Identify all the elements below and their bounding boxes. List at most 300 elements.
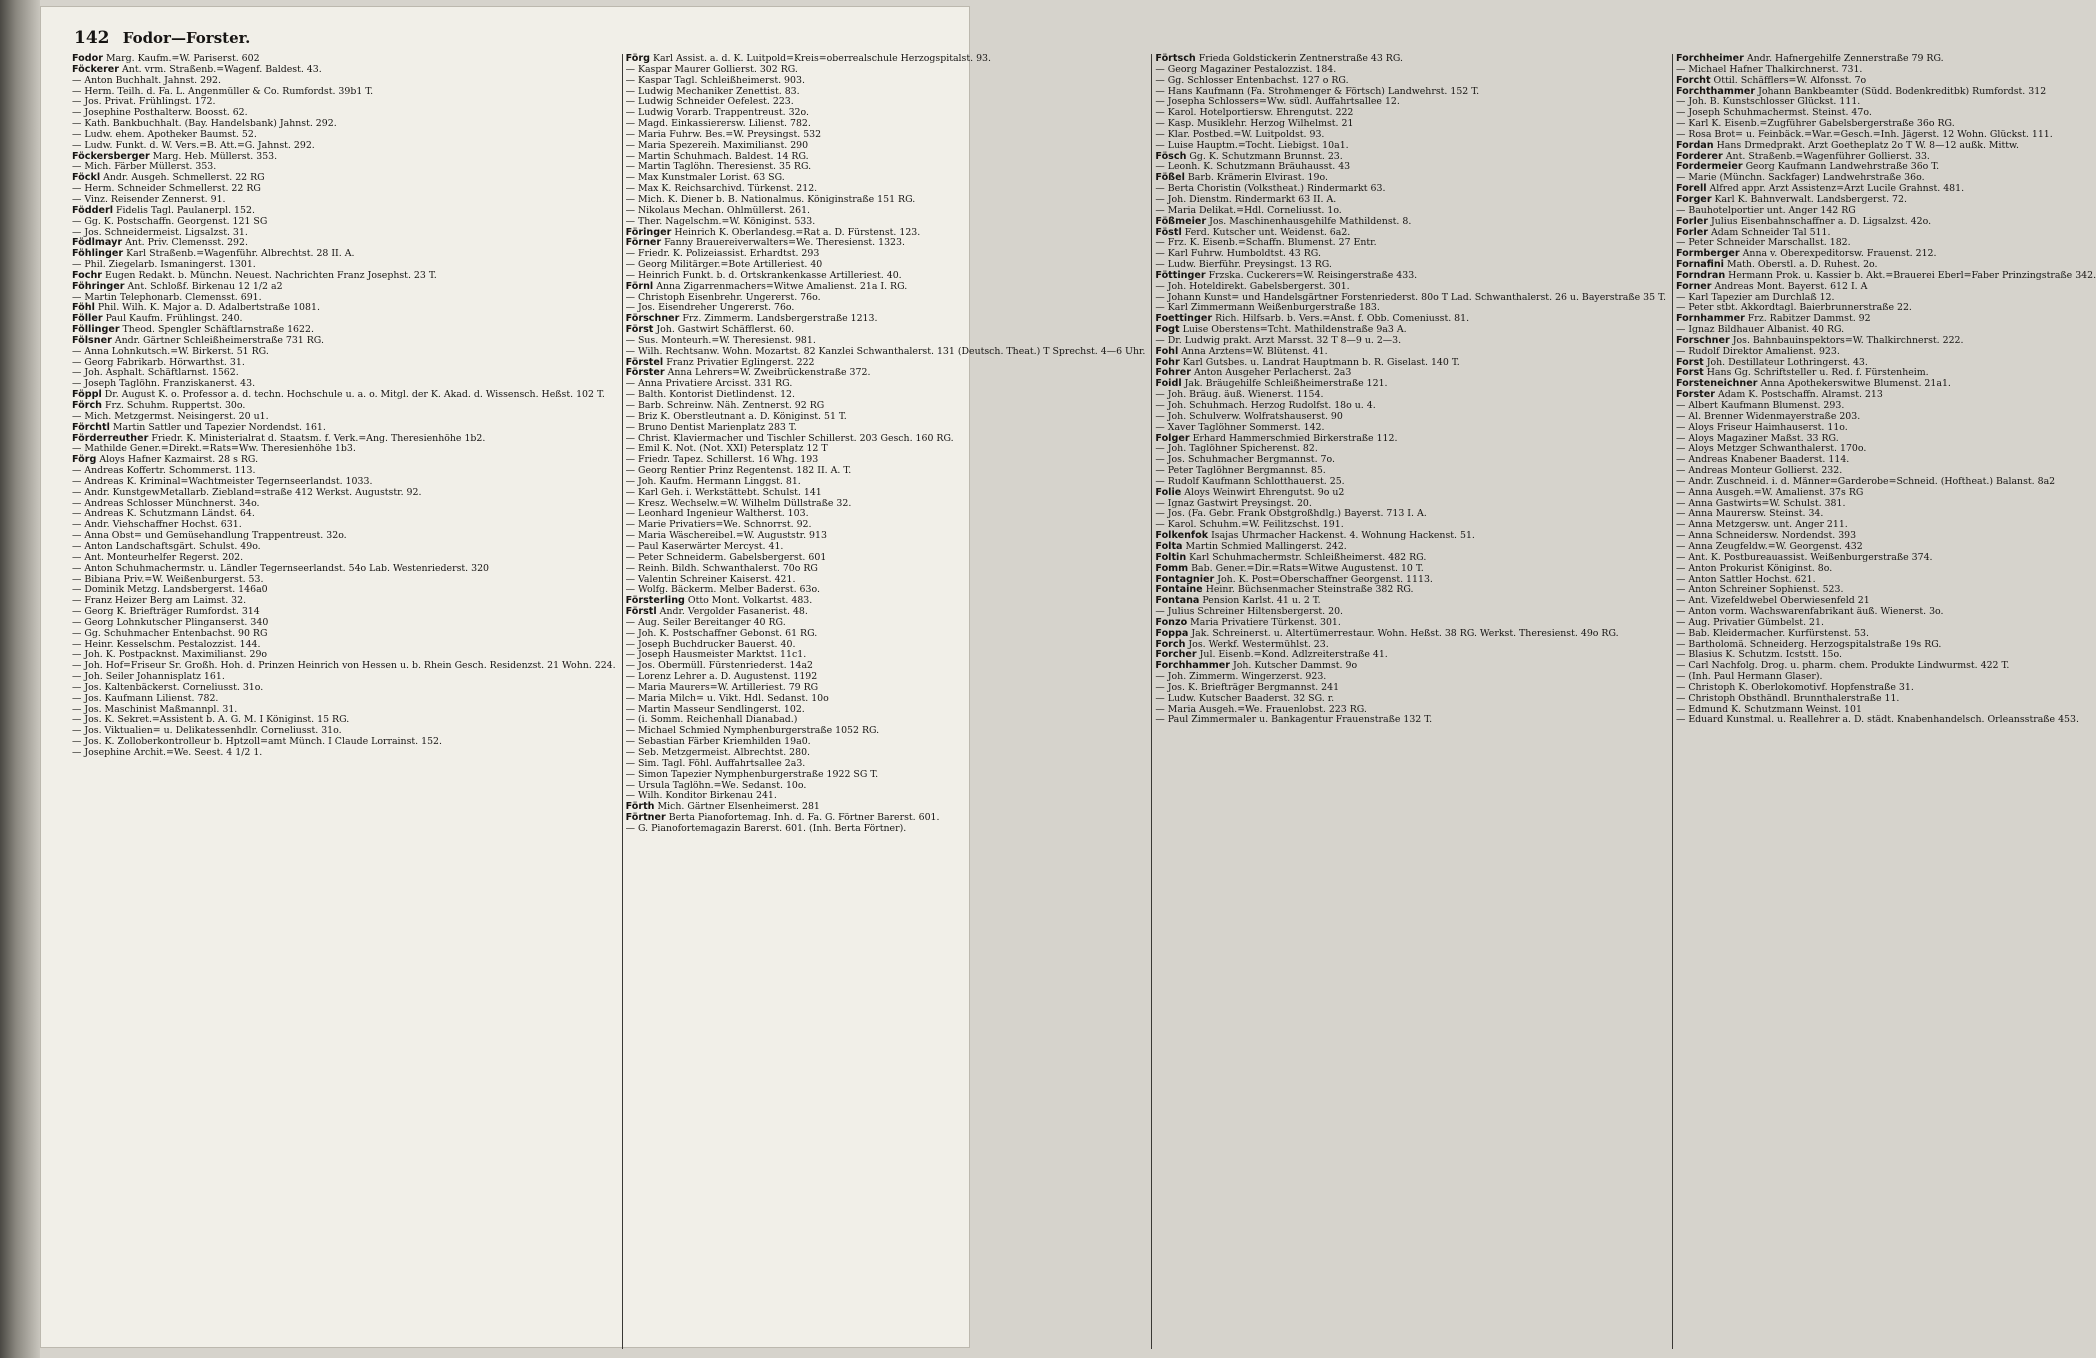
entry-details: Franz Privatier Eglingerst. 222: [666, 356, 815, 368]
book-binding-gutter: [0, 0, 40, 1358]
entry-details: (Inh. Paul Hermann Glaser).: [1688, 671, 1823, 683]
entry-details: Erhard Hammerschmied Birkerstraße 112.: [1192, 432, 1398, 444]
entry-surname: Formberger: [1675, 248, 1740, 260]
entry-details: Joh. Kutscher Dammst. 9o: [1232, 660, 1358, 672]
entry-details: Math. Oberstl. a. D. Ruhest. 2o.: [1726, 259, 1878, 271]
entry-details: Karl Schuhmachermstr. Schleißheimerst. 482 RG.: [1189, 551, 1427, 563]
entry-details: Andreas Knabener Baaderst. 114.: [1688, 454, 1850, 466]
entry-details: Alfred appr. Arzt Assistenz=Arzt Lucile Grahnst. 481.: [1709, 183, 1965, 195]
entry-details: Joh. Taglöhner Spicherenst. 82.: [1167, 443, 1318, 455]
directory-column-1: [72, 54, 616, 1349]
entry-details: Joh. Bräug. äuß. Wienerst. 1154.: [1167, 389, 1324, 401]
entry-details: Ant. Schloßf. Birkenau 12 1/2 a2: [127, 280, 283, 292]
entry-details: Luise Oberstens=Tcht. Mathildenstraße 9a3 A.: [1182, 324, 1407, 336]
entry-details: Karol. Hotelportiersw. Ehrengutst. 222: [1167, 107, 1354, 119]
entry-details: Kaspar Tagl. Schleißheimerst. 903.: [637, 74, 805, 86]
entry-details: Martin Taglöhn. Theresienst. 35 RG.: [637, 161, 812, 173]
entry-surname: Förtsch: [1155, 53, 1196, 64]
entry-details: Jos. K. Sekret.=Assistent b. A. G. M. I Königinst. 15 RG.: [84, 714, 350, 726]
entry-details: Marie (Münchn. Sackfager) Landwehrstraße 36o.: [1688, 172, 1925, 184]
directory-column-2: [622, 54, 1146, 1349]
entry-details: Joseph Buchdrucker Bauerst. 40.: [637, 638, 796, 650]
entry-details: Adam K. Postschaffn. Alramst. 213: [1717, 389, 1883, 401]
entry-details: Joh. Schuhmach. Herzog Rudolfst. 18o u. 4.: [1167, 400, 1376, 411]
entry-details: Anna Obst= und Gemüsehandlung Trappentreust. 32o.: [84, 530, 347, 542]
entry-details: Leonh. K. Schutzmann Bräuhausst. 43: [1167, 161, 1351, 173]
entry-details: Kath. Bankbuchhalt. (Bay. Handelsbank) Jahnst. 292.: [84, 118, 337, 130]
entry-details: Aloys Friseur Haimhauserst. 11o.: [1688, 421, 1848, 433]
entry-details: Karl Geh. i. Werkstättebt. Schulst. 141: [637, 486, 822, 498]
entry-details: Otto Mont. Volkartst. 483.: [687, 595, 813, 607]
entry-details: Karol. Schuhm.=W. Feilitzschst. 191.: [1167, 519, 1344, 531]
entry-details: Ignaz Bildhauer Albanist. 40 RG.: [1688, 324, 1845, 336]
entry-details: Maria Milch= u. Vikt. Hdl. Sedanst. 10o: [637, 692, 829, 704]
entry-details: Theod. Spengler Schäftlarnstraße 1622.: [122, 324, 314, 336]
entry-details: Peter Taglöhner Bergmannst. 85.: [1167, 465, 1326, 477]
entry-details: Anton vorm. Wachswarenfabrikant äuß. Wienerst. 3o.: [1688, 606, 1944, 618]
entry-details: Anton Buchhalt. Jahnst. 292.: [84, 74, 222, 86]
entry-details: Ludwig Schneider Oefelest. 223.: [637, 96, 794, 108]
entry-surname: Födlmayr: [72, 237, 123, 249]
entry-details: Max Kunstmaler Lorist. 63 SG.: [637, 172, 785, 184]
entry-details: Franz Heizer Berg am Laimst. 32.: [84, 595, 247, 607]
entry-details: Max K. Reichsarchivd. Türkenst. 212.: [637, 183, 818, 195]
entry-surname: Forsteneichner: [1675, 378, 1758, 390]
entry-details: Joh. Hof=Friseur Sr. Großh. Hoh. d. Prinzen Heinrich von Hessen u. b. Rhein Gesch. Residenzst. 21 Wohn. 224.: [84, 660, 616, 672]
entry-details: Jos. K. Zolloberkontrolleur b. Hptzoll=amt Münch. I Claude Lorrainst. 152.: [84, 736, 443, 748]
entry-details: Edmund K. Schutzmann Weinst. 101: [1688, 703, 1862, 715]
entry-surname: Föttinger: [1155, 269, 1206, 281]
entry-details: Georg Rentier Prinz Regentenst. 182 II. A. T.: [637, 465, 852, 477]
entry-details: Gg. K. Postschaffn. Georgenst. 121 SG: [84, 215, 268, 227]
entry-details: Georg K. Briefträger Rumfordst. 314: [84, 606, 260, 618]
entry-surname: Forler: [1675, 226, 1708, 238]
entry-details: Karl Assist. a. d. K. Luitpold=Kreis=oberrealschule Herzogspitalst. 93.: [652, 53, 991, 64]
entry-surname: Foettinger: [1155, 313, 1213, 325]
entry-details: Mich. Färber Müllerst. 353.: [84, 161, 217, 173]
entry-surname: Fordan: [1675, 139, 1714, 151]
page-number: 142: [74, 28, 110, 48]
entry-details: Josepha Schlossers=Ww. südl. Auffahrtsallee 12.: [1167, 96, 1400, 108]
entry-details: Wilh. Konditor Birkenau 241.: [637, 790, 777, 802]
entry-surname: Forler: [1675, 215, 1708, 227]
entry-surname: Folta: [1155, 540, 1183, 552]
entry-details: Eugen Redakt. b. Münchn. Neuest. Nachrichten Franz Josephst. 23 T.: [105, 269, 437, 281]
entry-details: Maria Spezereih. Maximilianst. 290: [637, 139, 809, 151]
entry-details: Jos. Kaltenbäckerst. Corneliusst. 31o.: [84, 681, 264, 693]
entry-details: Heinrich Funkt. b. d. Ortskrankenkasse Artilleriest. 40.: [637, 269, 902, 281]
entry-details: Anton Sattler Hochst. 621.: [1688, 573, 1816, 585]
entry-surname: Fornhammer: [1675, 313, 1745, 325]
page-range-title: Fodor—Forster.: [122, 29, 251, 47]
entry-details: Joh. K. Postschaffner Gebonst. 61 RG.: [637, 627, 818, 639]
entry-details: Ludwig Vorarb. Trappentreust. 32o.: [637, 107, 809, 119]
directory-entry: [1676, 715, 2096, 726]
entry-surname: Forchthammer: [1675, 85, 1756, 97]
entry-details: Bruno Dentist Marienplatz 283 T.: [637, 421, 797, 433]
entry-details: Ant. vrm. Straßenb.=Wagenf. Baldest. 43.: [122, 63, 322, 75]
entry-details: Barb. Schreinw. Näh. Zentnerst. 92 RG: [637, 400, 825, 411]
entry-details: Hans Kaufmann (Fa. Strohmenger & Förtsch) Landwehrst. 152 T.: [1167, 85, 1480, 97]
entry-details: Anna Lehrers=W. Zweibrückenstraße 372.: [667, 367, 871, 379]
entry-surname: Folkenfok: [1155, 530, 1209, 542]
entry-surname: Förg: [72, 454, 97, 466]
entry-surname: Forell: [1675, 183, 1707, 195]
entry-surname: Föhringer: [72, 280, 125, 292]
entry-details: Dr. August K. o. Professor a. d. techn. Hochschule u. a. o. Mitgl. der K. Akad. d. Wissensch. Heßst. 102 T.: [104, 389, 605, 401]
entry-surname: Forcht: [1675, 74, 1711, 86]
entry-details: Aloys Magaziner Maßst. 33 RG.: [1688, 432, 1839, 444]
entry-details: Rosa Brot= u. Feinbäck.=War.=Gesch.=Inh. Jägerst. 12 Wohn. Glückst. 111.: [1688, 128, 2053, 140]
entry-details: Georg Magaziner Pestalozzist. 184.: [1167, 63, 1337, 75]
entry-details: Joh. K. Postpacknst. Maximilianst. 29o: [84, 649, 268, 661]
entry-details: Leonhard Ingenieur Waltherst. 103.: [637, 508, 809, 520]
entry-surname: Fontagnier: [1155, 573, 1215, 585]
entry-details: Karl Gutsbes. u. Landrat Hauptmann b. R. Giselast. 140 T.: [1182, 356, 1460, 368]
directory-column-3: [1151, 54, 1666, 1349]
entry-details: Anna Lohnkutsch.=W. Birkerst. 51 RG.: [84, 345, 269, 357]
entry-details: Johann Bankbeamter (Südd. Bodenkreditbk) Rumfordst. 312: [1758, 85, 2047, 97]
entry-details: Maria Wäschereibel.=W. Auguststr. 913: [637, 530, 827, 542]
entry-details: Joseph Schuhmachermst. Steinst. 47o.: [1688, 107, 1872, 119]
entry-details: Ludw. Bierführ. Preysingst. 13 RG.: [1167, 259, 1332, 271]
entry-details: Herm. Schneider Schmellerst. 22 RG: [84, 183, 261, 195]
entry-details: Karl Tapezier am Durchlaß 12.: [1688, 291, 1835, 303]
entry-surname: Forst: [1675, 367, 1704, 379]
entry-surname: Fochr: [72, 269, 103, 281]
entry-surname: Fomm: [1155, 562, 1189, 574]
entry-details: Anna Zeugfeldw.=W. Georgenst. 432: [1688, 540, 1863, 552]
entry-details: Martin Telephonarb. Clemensst. 691.: [84, 291, 262, 303]
entry-details: Anton Landschaftsgärt. Schulst. 49o.: [84, 540, 261, 552]
entry-surname: Föppl: [72, 389, 102, 401]
entry-surname: Foltin: [1155, 551, 1187, 563]
entry-surname: Forch: [1155, 638, 1186, 650]
entry-details: Marg. Kaufm.=W. Pariserst. 602: [105, 53, 260, 64]
entry-details: Lorenz Lehrer a. D. Augustenst. 1192: [637, 671, 818, 683]
entry-details: Anna Zigarrenmachers=Witwe Amalienst. 21a I. RG.: [656, 280, 908, 292]
entry-details: Anna Ausgeh.=W. Amalienst. 37s RG: [1688, 486, 1864, 498]
entry-details: Jak. Schreinerst. u. Altertümerrestaur. Wohn. Heßst. 38 RG. Werkst. Theresienst. 49o RG.: [1191, 627, 1619, 639]
entry-details: Jos. Maschinist Maßmannpl. 31.: [84, 703, 238, 715]
entry-details: Michael Hafner Thalkirchnerst. 731.: [1688, 63, 1863, 75]
entry-details: Julius Eisenbahnschaffner a. D. Ligsalzst. 42o.: [1710, 215, 1932, 227]
entry-surname: Forschner: [1675, 334, 1730, 346]
entry-details: Ludw. Funkt. d. W. Vers.=B. Att.=G. Jahnst. 292.: [84, 139, 315, 151]
entry-details: Joh. Hoteldirekt. Gabelsbergerst. 301.: [1167, 280, 1350, 292]
entry-details: Aloys Hafner Kazmairst. 28 s RG.: [99, 454, 259, 466]
directory-entry: [72, 748, 616, 759]
entry-surname: Föckersberger: [72, 150, 150, 162]
entry-details: Andreas K. Kriminal=Wachtmeister Tegernseerlandst. 1033.: [84, 475, 373, 487]
entry-details: Mich. K. Diener b. B. Nationalmus. Königinstraße 151 RG.: [637, 193, 916, 205]
entry-details: Ther. Nagelschm.=W. Königinst. 533.: [637, 215, 816, 227]
entry-details: Christoph K. Oberlokomotivf. Hopfenstraße 31.: [1688, 681, 1914, 693]
entry-details: Ant. K. Postbureauassist. Weißenburgerstraße 374.: [1688, 551, 1933, 563]
entry-details: Marg. Heb. Müllerst. 353.: [152, 150, 278, 162]
entry-surname: Fohrer: [1155, 367, 1191, 379]
entry-details: Karl Zimmermann Weißenburgerstraße 183.: [1167, 302, 1380, 314]
entry-details: Bibiana Priv.=W. Weißenburgerst. 53.: [84, 573, 264, 585]
entry-details: Karl Fuhrw. Humboldtst. 43 RG.: [1167, 248, 1321, 260]
entry-surname: Föringer: [625, 226, 672, 238]
entry-surname: Föckerer: [72, 63, 120, 75]
entry-details: Jos. (Fa. Gebr. Frank Obstgroßhdlg.) Bayerst. 713 I. A.: [1167, 508, 1427, 520]
entry-details: Jos. Privat. Frühlingst. 172.: [84, 96, 216, 108]
entry-details: Aug. Seiler Bereitanger 40 RG.: [637, 616, 786, 628]
entry-details: Isajas Uhrmacher Hackenst. 4. Wohnung Hackenst. 51.: [1211, 530, 1475, 542]
entry-details: Berta Pianofortemag. Inh. d. Fa. G. Förtner Barerst. 601.: [668, 812, 940, 824]
entry-details: Jos. Schuhmacher Bergmannst. 7o.: [1167, 454, 1335, 466]
entry-details: Peter Schneider Marschallst. 182.: [1688, 237, 1851, 249]
entry-details: Julius Schreiner Hiltensbergerst. 20.: [1167, 606, 1344, 618]
entry-details: Dominik Metzg. Landsbergerst. 146a0: [84, 584, 268, 596]
entry-details: Anna Privatiere Arcisst. 331 RG.: [637, 378, 793, 390]
entry-details: Martin Schmied Mallingerst. 242.: [1185, 540, 1347, 552]
entry-details: Maria Fuhrw. Bes.=W. Preysingst. 532: [637, 128, 822, 140]
entry-details: Joh. Asphalt. Schäftlarnst. 1562.: [84, 367, 239, 379]
entry-details: Wilh. Rechtsanw. Wohn. Mozartst. 82 Kanzlei Schwanthalerst. 131 (Deutsch. Theat.) T Sprechst. 4—6 Uhr.: [637, 345, 1146, 357]
entry-details: Eduard Kunstmal. u. Reallehrer a. D. städt. Knabenhandelsch. Orleansstraße 453.: [1688, 714, 2079, 726]
entry-details: Jul. Eisenb.=Kond. Adlzreiterstraße 41.: [1199, 649, 1388, 661]
entry-surname: Fölsner: [72, 334, 112, 346]
entry-details: Frz. Rabitzer Dammst. 92: [1747, 313, 1871, 325]
entry-details: Paul Kaufm. Frühlingst. 240.: [105, 313, 243, 325]
entry-details: Barb. Krämerin Elvirast. 19o.: [1187, 172, 1328, 184]
entry-details: Anna Arztens=W. Blütenst. 41.: [1181, 345, 1328, 357]
entry-details: Anna Apothekerswitwe Blumenst. 21a1.: [1760, 378, 1951, 390]
entry-details: Karl Straßenb.=Wagenführ. Albrechtst. 28 II. A.: [126, 248, 355, 260]
entry-details: Josephine Posthalterw. Boosst. 62.: [84, 107, 248, 119]
entry-details: Joseph Hausmeister Marktst. 11c1.: [637, 649, 807, 661]
entry-details: Magd. Einkassierersw. Lilienst. 782.: [637, 118, 811, 130]
entry-details: Aloys Metzger Schwanthalerst. 170o.: [1688, 443, 1867, 455]
entry-surname: Föhlinger: [72, 248, 124, 260]
entry-details: Jos. Obermüll. Fürstenriederst. 14a2: [637, 660, 814, 672]
entry-surname: Förner: [625, 237, 662, 249]
entry-details: Ursula Taglöhn.=We. Sedanst. 10o.: [637, 779, 807, 791]
entry-surname: Förch: [72, 400, 103, 411]
entry-details: Martin Schuhmach. Baldest. 14 RG.: [637, 150, 809, 162]
entry-details: Frieda Goldstickerin Zentnerstraße 43 RG.: [1198, 53, 1403, 64]
entry-details: G. Pianofortemagazin Barerst. 601. (Inh. Berta Förtner).: [637, 822, 907, 834]
entry-details: Kresz. Wechselw.=W. Wilhelm Düllstraße 32.: [637, 497, 852, 509]
entry-details: Aug. Privatier Gümbelst. 21.: [1688, 616, 1824, 628]
entry-details: Gg. K. Schutzmann Brunnst. 23.: [1189, 150, 1343, 162]
entry-details: Bab. Gener.=Dir.=Rats=Witwe Augustenst. 10 T.: [1191, 562, 1424, 574]
entry-details: Andreas Mont. Bayerst. 612 I. A: [1714, 280, 1868, 292]
entry-surname: Fontaine: [1155, 584, 1203, 596]
entry-surname: Forster: [1675, 389, 1715, 401]
entry-details: Andr. KunstgewMetallarb. Ziebland=straße 412 Werkst. Auguststr. 92.: [84, 486, 422, 498]
entry-details: Friedr. Tapez. Schillerst. 16 Whg. 193: [637, 454, 819, 466]
entry-surname: Fonzo: [1155, 616, 1188, 628]
entry-details: Herm. Teilh. d. Fa. L. Angenmüller & Co. Rumfordst. 39b1 T.: [84, 85, 374, 97]
entry-details: Gg. Schuhmacher Entenbachst. 90 RG: [84, 627, 268, 639]
entry-details: Fidelis Tagl. Paulanerpl. 152.: [116, 204, 255, 216]
entry-details: Anton Prokurist Königinst. 8o.: [1688, 562, 1833, 574]
entry-details: Anna Schneidersw. Nordendst. 393: [1688, 530, 1857, 542]
entry-details: Gg. Schlosser Entenbachst. 127 o RG.: [1167, 74, 1349, 86]
entry-details: Andr. Gärtner Schleißheimerstraße 731 RG.: [114, 334, 324, 346]
entry-details: Joh. Gastwirt Schäfflerst. 60.: [656, 324, 795, 336]
entry-details: Peter Schneiderm. Gabelsbergerst. 601: [637, 551, 827, 563]
entry-details: Maria Privatiere Türkenst. 301.: [1190, 616, 1341, 628]
entry-details: Anton Schreiner Sophienst. 523.: [1688, 584, 1844, 596]
entry-surname: Forger: [1675, 193, 1712, 205]
entry-details: Christoph Obsthändl. Brunnthalerstraße 11.: [1688, 692, 1900, 704]
entry-details: Friedr. K. Polizeiassist. Erhardtst. 293: [637, 248, 820, 260]
entry-surname: Foppa: [1155, 627, 1189, 639]
entry-surname: Fontana: [1155, 595, 1200, 607]
entry-details: Rich. Hilfsarb. b. Vers.=Anst. f. Obb. Comeniusst. 81.: [1215, 313, 1470, 325]
entry-details: Hermann Prok. u. Kassier b. Akt.=Brauerei Eberl=Faber Prinzingstraße 342.: [1728, 269, 2096, 281]
entry-surname: Föllinger: [72, 324, 120, 336]
entry-details: Andr. Hafnergehilfe Zennerstraße 79 RG.: [1746, 53, 1944, 64]
entry-details: Rudolf Kaufmann Schlotthauerst. 25.: [1167, 475, 1345, 487]
entry-details: Frz. Zimmerm. Landsbergerstraße 1213.: [682, 313, 878, 325]
entry-details: Kaspar Maurer Gollierst. 302 RG.: [637, 63, 798, 75]
entry-details: Andr. Viehschaffner Hochst. 631.: [84, 519, 242, 531]
entry-details: Joh. Schulverw. Wolfratshauserst. 90: [1167, 410, 1343, 422]
entry-surname: Forndran: [1675, 269, 1726, 281]
entry-details: Bab. Kleidermacher. Kurfürstenst. 53.: [1688, 627, 1869, 639]
entry-surname: Fogt: [1155, 324, 1180, 336]
entry-details: Friedr. K. Ministerialrat d. Staatsm. f. Verk.=Ang. Theresienhöhe 1b2.: [151, 432, 486, 444]
entry-details: Martin Sattler und Tapezier Nordendst. 161.: [112, 421, 326, 433]
entry-details: Maria Maurers=W. Artilleriest. 79 RG: [637, 681, 819, 693]
entry-details: Hans Drmedprakt. Arzt Goetheplatz 2o T W. 8—12 außk. Mittw.: [1716, 139, 2019, 151]
entry-surname: Försterling: [625, 595, 685, 607]
entry-surname: Förth: [625, 801, 655, 813]
entry-details: Balth. Kontorist Dietlindenst. 12.: [637, 389, 795, 401]
page-header: [74, 28, 954, 50]
entry-surname: Förderreuther: [72, 432, 149, 444]
entry-details: Jos. Bahnbauinspektors=W. Thalkirchnerst. 222.: [1732, 334, 1964, 346]
entry-details: Maria Delikat.=Hdl. Corneliusst. 1o.: [1167, 204, 1342, 216]
entry-details: Maria Ausgeh.=We. Frauenlobst. 223 RG.: [1167, 703, 1367, 715]
entry-surname: Fohr: [1155, 356, 1180, 368]
entry-details: Anna Metzgersw. unt. Anger 211.: [1688, 519, 1848, 531]
entry-surname: Föckl: [72, 172, 101, 184]
entry-details: Paul Zimmermaler u. Bankagentur Frauenstraße 132 T.: [1167, 714, 1433, 726]
entry-details: Hans Gg. Schriftsteller u. Red. f. Fürstenheim.: [1706, 367, 1929, 379]
entry-details: Ant. Straßenb.=Wagenführer Gollierst. 33.: [1725, 150, 1930, 162]
entry-details: Xaver Taglöhner Sommerst. 142.: [1167, 421, 1325, 433]
entry-details: Ludw. ehem. Apotheker Baumst. 52.: [84, 128, 257, 140]
entry-details: Michael Schmied Nymphenburgerstraße 1052 RG.: [637, 725, 880, 737]
entry-details: Andreas Schlosser Münchnerst. 34o.: [84, 497, 260, 509]
entry-details: Paul Kaserwärter Mercyst. 41.: [637, 540, 784, 552]
entry-details: Anna Gastwirts=W. Schulst. 381.: [1688, 497, 1846, 509]
directory-entry: [1155, 715, 1666, 726]
entry-details: Rudolf Direktor Amalienst. 923.: [1688, 345, 1840, 357]
entry-details: Ludw. Kutscher Baaderst. 32 SG. r.: [1167, 692, 1335, 704]
entry-details: Reinh. Bildh. Schwanthalerst. 70o RG: [637, 562, 818, 574]
entry-details: Ant. Vizefeldwebel Oberwiesenfeld 21: [1688, 595, 1870, 607]
entry-details: Jos. Eisendreher Ungererst. 76o.: [637, 302, 795, 314]
entry-surname: Förtner: [625, 812, 666, 824]
entry-details: Frz. Schuhm. Ruppertst. 30o.: [105, 400, 246, 411]
entry-surname: Föller: [72, 313, 103, 325]
entry-details: Ignaz Gastwirt Preysingst. 20.: [1167, 497, 1312, 509]
entry-details: Klar. Postbed.=W. Luitpoldst. 93.: [1167, 128, 1325, 140]
entry-details: Al. Brenner Widenmayerstraße 203.: [1688, 410, 1861, 422]
entry-details: Jos. Maschinenhausgehilfe Mathildenst. 8.: [1209, 215, 1412, 227]
entry-details: Nikolaus Mechan. Ohlmüllerst. 261.: [637, 204, 811, 216]
entry-surname: Fornafini: [1675, 259, 1724, 271]
entry-details: Seb. Metzgermeist. Albrechtst. 280.: [637, 747, 811, 758]
entry-details: Anton Schuhmachermstr. u. Ländler Tegernseerlandst. 54o Lab. Westenriederst. 320: [84, 562, 490, 574]
entry-details: Heinr. Kesselschm. Pestalozzist. 144.: [84, 638, 261, 650]
entry-surname: Folger: [1155, 432, 1190, 444]
entry-details: Georg Fabrikarb. Hörwarthst. 31.: [84, 356, 245, 368]
entry-surname: Foidl: [1155, 378, 1182, 390]
entry-details: Joh. Kaufm. Hermann Linggst. 81.: [637, 475, 801, 487]
entry-surname: Födderl: [72, 204, 114, 216]
entry-surname: Folie: [1155, 486, 1182, 498]
entry-details: Carl Nachfolg. Drog. u. pharm. chem. Produkte Lindwurmst. 422 T.: [1688, 660, 2010, 672]
entry-surname: Först: [625, 324, 654, 336]
entry-surname: Förchtl: [72, 421, 110, 433]
entry-details: Bartholomä. Schneiderg. Herzogspitalstraße 19s RG.: [1688, 638, 1942, 650]
entry-details: Georg Lohnkutscher Plinganserst. 340: [84, 616, 269, 628]
entry-details: Ottil. Schäfflers=W. Alfonsst. 7o: [1713, 74, 1867, 86]
entry-details: Mich. Gärtner Elsenheimerst. 281: [657, 801, 820, 813]
entry-details: Adam Schneider Tal 511.: [1710, 226, 1831, 238]
entry-details: Joh. Seiler Johannisplatz 161.: [84, 671, 225, 683]
entry-details: Karl K. Eisenb.=Zugführer Gabelsbergerstraße 36o RG.: [1688, 118, 1955, 130]
entry-details: Bauhotelportier unt. Anger 142 RG: [1688, 204, 1856, 216]
entry-details: Joseph Taglöhn. Franziskanerst. 43.: [84, 378, 256, 390]
entry-details: Ant. Monteurhelfer Regerst. 202.: [84, 551, 244, 563]
directory-entry: [626, 824, 1146, 835]
entry-details: Luise Hauptm.=Tocht. Liebigst. 10a1.: [1167, 139, 1349, 151]
entry-details: Frz. K. Eisenb.=Schaffn. Blumenst. 27 Entr.: [1167, 237, 1377, 249]
entry-details: Jos. Viktualien= u. Delikatessenhdlr. Corneliusst. 31o.: [84, 725, 342, 737]
entry-details: Berta Choristin (Volkstheat.) Rindermarkt 63.: [1167, 183, 1386, 195]
entry-details: Jos. Schneidermeist. Ligsalzst. 31.: [84, 226, 248, 238]
entry-details: Dr. Ludwig prakt. Arzt Marsst. 32 T 8—9 u. 2—3.: [1167, 334, 1402, 346]
entry-details: Andr. Zuschneid. i. d. Männer=Garderobe=Schneid. (Hoftheat.) Balanst. 8a2: [1688, 475, 2056, 487]
entry-details: Vinz. Reisender Zennerst. 91.: [84, 193, 226, 205]
entry-details: Georg Militärger.=Bote Artilleriest. 40: [637, 259, 823, 271]
entry-surname: Fösch: [1155, 150, 1187, 162]
entry-surname: Förstel: [625, 356, 664, 368]
entry-details: Kasp. Musiklehr. Herzog Wilhelmst. 21: [1167, 118, 1354, 130]
entry-details: Sebastian Färber Kriemhilden 19a0.: [637, 736, 811, 748]
entry-details: Ant. Priv. Clemensst. 292.: [125, 237, 248, 249]
entry-details: Sim. Tagl. Föhl. Auffahrtsallee 2a3.: [637, 757, 806, 769]
entry-surname: Forchheimer: [1675, 53, 1744, 64]
entry-surname: Föhl: [72, 302, 95, 314]
entry-details: Andr. Ausgeh. Schmellerst. 22 RG: [103, 172, 265, 184]
entry-surname: Fohl: [1155, 345, 1179, 357]
entry-details: Jos. K. Briefträger Bergmannst. 241: [1167, 681, 1340, 693]
entry-surname: Fößel: [1155, 172, 1185, 184]
entry-details: Joh. B. Kunstschlosser Glückst. 111.: [1688, 96, 1861, 108]
entry-details: Phil. Ziegelarb. Ismaningerst. 1301.: [84, 259, 256, 271]
entry-details: Valentin Schreiner Kaiserst. 421.: [637, 573, 796, 585]
entry-surname: Forst: [1675, 356, 1704, 368]
entry-details: Johann Kunst= und Handelsgärtner Forstenriederst. 80o T Lad. Schwanthalerst. 26 u. Bayerstraße 35 T.: [1167, 291, 1666, 303]
entry-surname: Forderer: [1675, 150, 1723, 162]
entry-surname: Fodor: [72, 53, 103, 64]
entry-details: Andreas Monteur Gollierst. 232.: [1688, 465, 1843, 477]
entry-surname: Förg: [625, 53, 650, 64]
entry-details: Georg Kaufmann Landwehrstraße 36o T.: [1745, 161, 1940, 173]
entry-details: Phil. Wilh. K. Major a. D. Adalbertstraße 1081.: [97, 302, 320, 314]
